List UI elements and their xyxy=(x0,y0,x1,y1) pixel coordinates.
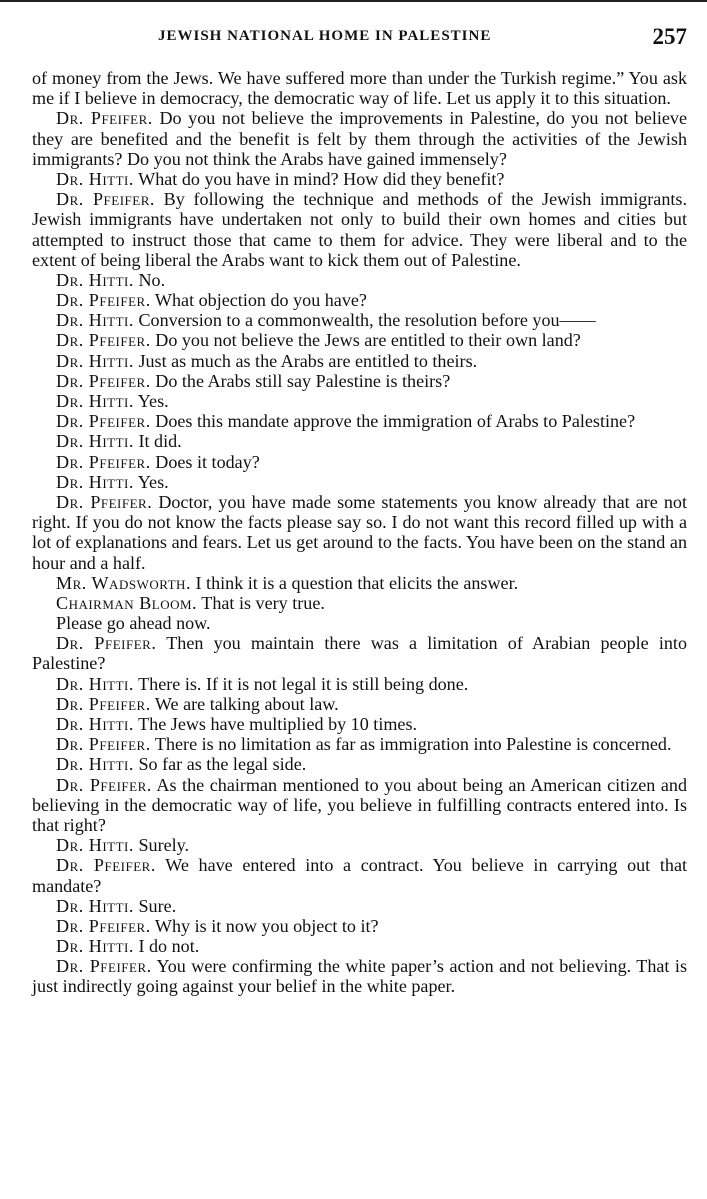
speech-text: So far as the legal side. xyxy=(138,754,307,775)
speaker-name: Dr. Pfeifer. xyxy=(56,189,155,210)
speaker-name: Dr. Hitti. xyxy=(56,310,134,331)
transcript-paragraph xyxy=(32,452,687,472)
transcript-paragraph xyxy=(32,169,687,189)
transcript-paragraph xyxy=(32,411,687,431)
transcript-paragraph xyxy=(32,775,687,836)
speaker-name: Dr. Hitti. xyxy=(56,431,134,452)
speaker-name: Dr. Pfeifer. xyxy=(56,734,151,755)
speech-text: No. xyxy=(138,269,166,290)
transcript-paragraph xyxy=(32,855,687,895)
transcript-paragraph xyxy=(32,108,687,169)
speaker-name: Dr. Pfeifer. xyxy=(56,451,151,472)
transcript-paragraph xyxy=(32,391,687,411)
transcript-paragraph xyxy=(32,573,687,593)
transcript-paragraph xyxy=(32,593,687,613)
page-number: 257 xyxy=(652,24,687,49)
speaker-name: Dr. Hitti. xyxy=(56,391,134,411)
transcript-paragraph xyxy=(32,330,687,350)
speaker-name: Dr. Hitti. xyxy=(56,168,134,189)
speech-text: What do you have in mind? How did they benefit? xyxy=(138,168,505,189)
transcript-paragraph xyxy=(32,734,687,754)
speaker-name: Mr. Wadsworth. xyxy=(56,572,191,593)
speech-text: That is very true. xyxy=(201,592,325,613)
speaker-name: Dr. Hitti. xyxy=(56,936,134,957)
speech-text: You were confirming the white paper’s action and not believing. That is just indirectly going against your belief in the white paper. xyxy=(32,956,688,997)
transcript-paragraph xyxy=(32,916,687,936)
speaker-name: Dr. Hitti. xyxy=(56,754,134,775)
speaker-name: Dr. Hitti. xyxy=(56,714,134,734)
speech-text: Do you not believe the Jews are entitled to their own land? xyxy=(155,330,581,351)
transcript-paragraph xyxy=(32,835,687,855)
transcript-paragraph xyxy=(32,492,687,573)
speaker-name: Dr. Pfeifer. xyxy=(56,855,156,876)
transcript-paragraph xyxy=(32,633,687,673)
transcript-paragraph xyxy=(32,936,687,956)
speaker-name: Dr. Pfeifer. xyxy=(56,108,153,129)
transcript-paragraph xyxy=(32,270,687,290)
speech-text: There is. If it is not legal it is still being done. xyxy=(138,673,469,694)
speaker-name: Dr. Hitti. xyxy=(56,350,134,371)
transcript-paragraph xyxy=(32,956,687,996)
transcript-paragraph xyxy=(32,351,687,371)
speaker-name: Chairman Bloom. xyxy=(56,592,198,613)
transcript-paragraph xyxy=(32,310,687,330)
speech-text: What objection do you have? xyxy=(154,290,367,311)
transcript-paragraph xyxy=(32,371,687,391)
transcript-paragraph xyxy=(32,674,687,694)
speech-text: I do not. xyxy=(138,936,200,957)
speech-text: Do the Arabs still say Palestine is theirs? xyxy=(155,370,451,391)
speaker-name: Dr. Pfeifer. xyxy=(56,330,151,351)
speech-text: Does it today? xyxy=(155,451,260,472)
speaker-name: Dr. Pfeifer. xyxy=(56,774,152,795)
transcript-paragraph xyxy=(32,189,687,270)
speaker-name: Dr. Hitti. xyxy=(56,835,134,856)
transcript-paragraph xyxy=(32,754,687,774)
speech-text: By following the technique and methods of the Jewish immigrants. Jewish immigrants have undertaken not only to build their own homes and cities but attempted to instruct those that came to them for advice. They were liberal and to the extent of being liberal the Arabs want to kick them out of Palestine. xyxy=(32,189,687,270)
speech-text: Doctor, you have made some statements you know already that are not right. If you do not know the facts please say so. I do not want this record filled up with a lot of explanations and fears. Let us get around to the facts. You have been on the stand an hour and a half. xyxy=(32,491,687,573)
transcript-paragraph xyxy=(32,431,687,451)
speaker-name: Dr. Pfeifer. xyxy=(56,956,152,977)
speech-text: Do you not believe the improvements in Palestine, do you not believe they are benefited and the benefit is felt by them through the activities of the Jewish immigrants? Do you not think the Arabs have gained immensely? xyxy=(32,108,687,169)
speech-text: We have entered into a contract. You believe in carrying out that mandate? xyxy=(32,855,688,896)
speech-text: Yes. xyxy=(137,471,169,492)
transcript-paragraph xyxy=(32,714,687,734)
transcript-paragraph xyxy=(32,694,687,714)
speaker-name: Dr. Pfeifer. xyxy=(56,411,151,432)
transcript-paragraph xyxy=(32,896,687,916)
speech-text: I think it is a question that elicits the answer. xyxy=(195,572,519,593)
speech-text: of money from the Jews. We have suffered more than under the Turkish regime.” You ask me if I believe in democracy, the democratic way of life. Let us apply it to this situation. xyxy=(32,68,687,109)
speech-text: Why is it now you object to it? xyxy=(154,915,379,936)
speech-text: Then you maintain there was a limitation of Arabian people into Palestine? xyxy=(32,633,688,674)
speech-text: Surely. xyxy=(138,835,190,856)
page-header xyxy=(0,24,707,54)
speech-text: Does this mandate approve the immigration of Arabs to Palestine? xyxy=(155,411,636,432)
speech-text: We are talking about law. xyxy=(154,693,339,714)
transcript-paragraph xyxy=(32,290,687,310)
speech-text: Conversion to a commonwealth, the resolution before you—— xyxy=(138,310,596,331)
speaker-name: Dr. Pfeifer. xyxy=(56,290,151,311)
speaker-name: Dr. Pfeifer. xyxy=(56,693,151,714)
speech-text: The Jews have multiplied by 10 times. xyxy=(138,714,418,734)
transcript-paragraph xyxy=(32,472,687,492)
speaker-name: Dr. Hitti. xyxy=(56,269,134,290)
speaker-name: Dr. Pfeifer. xyxy=(56,370,151,391)
speaker-name: Dr. Pfeifer. xyxy=(56,915,151,936)
speech-text: Please go ahead now. xyxy=(56,613,211,634)
transcript-paragraph xyxy=(32,68,687,108)
speech-text: There is no limitation as far as immigration into Palestine is concerned. xyxy=(154,734,672,755)
transcript-body xyxy=(32,68,687,997)
speech-text: Just as much as the Arabs are entitled to theirs. xyxy=(138,350,478,371)
speech-text: As the chairman mentioned to you about being an American citizen and believing in the democratic way of life, you believe in fulfilling contracts entered into. Is that right? xyxy=(32,774,688,835)
running-head: JEWISH NATIONAL HOME IN PALESTINE xyxy=(158,28,492,44)
speaker-name: Dr. Hitti. xyxy=(56,673,134,694)
transcript-paragraph xyxy=(32,613,687,633)
speaker-name: Dr. Hitti. xyxy=(56,471,134,492)
speech-text: Yes. xyxy=(137,391,169,411)
speaker-name: Dr. Hitti. xyxy=(56,895,134,916)
speech-text: It did. xyxy=(138,431,182,452)
speaker-name: Dr. Pfeifer. xyxy=(56,633,157,654)
speech-text: Sure. xyxy=(138,895,177,916)
speaker-name: Dr. Pfeifer. xyxy=(56,491,153,512)
